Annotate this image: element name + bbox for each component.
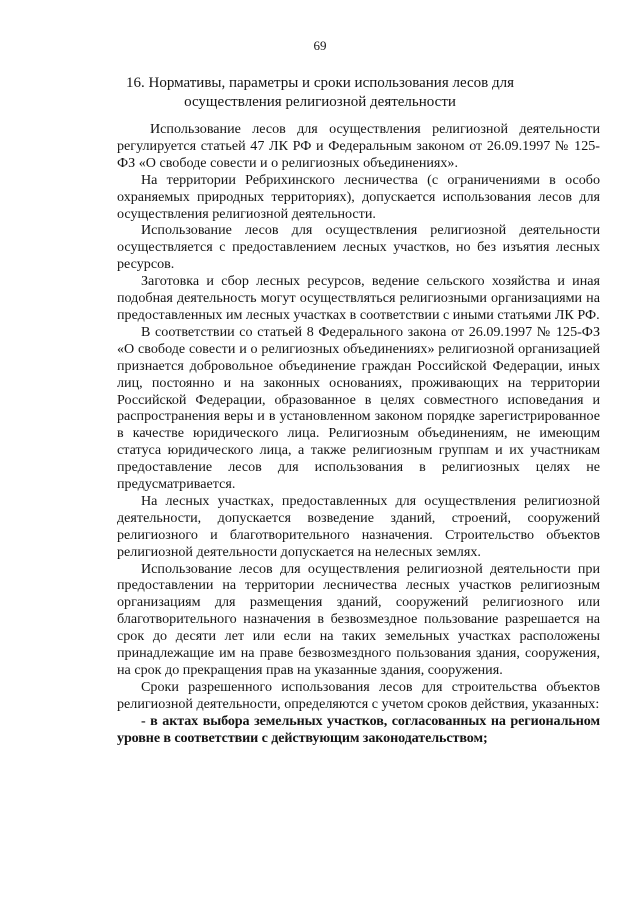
page-number: 69 xyxy=(313,38,327,53)
paragraph: Использование лесов для осуществления религиозной деятельности при предоставлении на территории лесничества лесных участков религиозным организациям для размещения зданий, сооружений религиозного или благотворительного назначения в безвозмездное пользование разрешается на срок до десяти лет или если на таких земельных участках расположены принадлежащие им на праве безвозмездного пользования здания, сооружения, на срок до прекращения прав на указанные здания, сооружения. xyxy=(117,560,600,678)
paragraph: Заготовка и сбор лесных ресурсов, ведение сельского хозяйства и иная подобная деятельность могут осуществляться религиозными организациями на предоставленных им лесных участках в соответствии с иными статьями ЛК РФ. xyxy=(117,273,600,323)
paragraph: Использование лесов для осуществления религиозной деятельности осуществляется с предоставлением лесных участков, но без изъятия лесных ресурсов. xyxy=(117,222,600,273)
section-body xyxy=(117,121,600,747)
paragraph: На лесных участках, предоставленных для осуществления религиозной деятельности, допускается возведение зданий, строений, сооружений религиозного и благотворительного назначения. Строительство объектов религиозной деятельности допускается на нелесных землях. xyxy=(117,492,600,560)
section-heading: 16. Нормативы, параметры и сроки использования лесов для осуществления религиозной деятельности xyxy=(125,75,514,110)
paragraph: На территории Ребрихинского лесничества (с ограничениями в особо охраняемых природных территориях), допускается использования лесов для осуществления религиозной деятельности. xyxy=(117,171,600,222)
paragraph: Сроки разрешенного использования лесов для строительства объектов религиозной деятельности, определяются с учетом сроков действия, указанных: xyxy=(117,678,600,712)
paragraph: Использование лесов для осуществления религиозной деятельности регулируется статьей 47 ЛК РФ и Федеральным законом от 26.09.1997 № 125-ФЗ «О свободе совести и о религиозных объединениях». xyxy=(117,121,600,171)
paragraph: В соответствии со статьей 8 Федерального закона от 26.09.1997 № 125-ФЗ «О свободе совести и о религиозных объединениях» религиозной организацией признается добровольное объединение граждан Российской Федерации, иных лиц, постоянно и на законных основаниях, проживающих на территории Российской Федерации, образованное в целях совместного исповедания и распространения веры и в установленном законом порядке зарегистрированное в качестве юридического лица. Религиозным объединениям, не имеющим статуса юридического лица, а также религиозным группам и их участникам предоставление лесов для использования в религиозных целях не предусматривается. xyxy=(117,323,600,493)
list-item: - в актах выбора земельных участков, согласованных на региональном уровне в соответствии с действующим законодательством; xyxy=(117,712,600,746)
